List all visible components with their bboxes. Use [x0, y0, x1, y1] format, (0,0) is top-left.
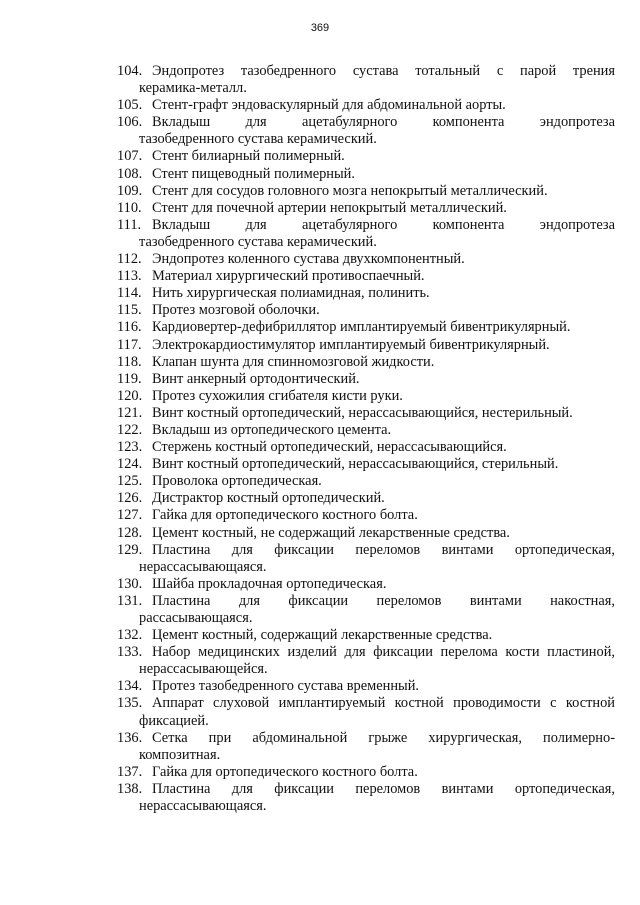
item-text-continuation: композитная.	[139, 746, 221, 763]
item-text: Клапан шунта для спинномозговой жидкости.	[152, 353, 435, 370]
item-number: 105.	[117, 97, 143, 114]
list-item	[117, 63, 615, 97]
item-number: 127.	[117, 507, 143, 524]
list-item	[117, 319, 615, 336]
item-text: Протез сухожилия сгибателя кисти руки.	[152, 387, 403, 404]
item-number: 135.	[117, 695, 143, 712]
item-text: Кардиовертер-дефибриллятор имплантируемый бивентрикулярный.	[152, 319, 571, 336]
item-number: 118.	[117, 353, 142, 370]
item-number: 119.	[117, 370, 142, 387]
list-item	[117, 439, 615, 456]
item-text: Шайба прокладочная ортопедическая.	[152, 575, 387, 592]
item-text-continuation: тазобедренного сустава керамический.	[139, 131, 377, 148]
item-text: Стент для сосудов головного мозга непокрытый металлический.	[152, 182, 548, 199]
item-number: 109.	[117, 182, 143, 199]
list-item	[117, 627, 615, 644]
item-number: 138.	[117, 780, 143, 797]
list-item	[117, 217, 615, 251]
item-number: 133.	[117, 644, 143, 661]
item-text: Эндопротез тазобедренного сустава тотальный с парой трения	[152, 63, 615, 79]
item-number: 107.	[117, 148, 143, 165]
item-text: Стент пищеводный полимерный.	[152, 165, 355, 182]
item-text: Сетка при абдоминальной грыже хирургическая, полимерно-	[152, 729, 615, 746]
item-text: Вкладыш для ацетабулярного компонента эндопротеза	[152, 216, 615, 233]
list-item	[117, 490, 615, 507]
list-item	[117, 200, 615, 217]
list-item	[117, 371, 615, 388]
list-item	[117, 542, 615, 576]
item-number: 129.	[117, 541, 143, 558]
item-text: Дистрактор костный ортопедический.	[152, 490, 385, 507]
item-text: Стержень костный ортопедический, нерассасывающийся.	[152, 439, 507, 456]
item-number: 125.	[117, 473, 143, 490]
list-item	[117, 114, 615, 148]
item-text: Материал хирургический противоспаечный.	[152, 268, 425, 285]
list-item	[117, 730, 615, 764]
item-number: 104.	[117, 63, 143, 79]
item-number: 122.	[117, 421, 143, 438]
item-number: 128.	[117, 524, 143, 541]
item-text: Протез мозговой оболочки.	[152, 302, 320, 319]
list-item	[117, 302, 615, 319]
list-item	[117, 525, 615, 542]
item-number: 121.	[117, 404, 143, 421]
item-text-continuation: нерассасывающаяся.	[139, 798, 267, 815]
list-item	[117, 148, 615, 165]
item-text: Вкладыш для ацетабулярного компонента эндопротеза	[152, 114, 615, 131]
item-number: 130.	[117, 575, 143, 592]
list-item	[117, 354, 615, 371]
item-number: 124.	[117, 456, 143, 473]
item-number: 110.	[117, 199, 142, 216]
list-item	[117, 405, 615, 422]
item-text: Винт анкерный ортодонтический.	[152, 370, 360, 387]
list-item	[117, 781, 615, 815]
item-text-continuation: керамика-металл.	[139, 80, 247, 97]
item-number: 114.	[117, 285, 142, 302]
item-text: Эндопротез коленного сустава двухкомпонентный.	[152, 251, 465, 268]
item-text-continuation: фиксацией.	[139, 712, 209, 729]
list-item	[117, 183, 615, 200]
item-text: Электрокардиостимулятор имплантируемый бивентрикулярный.	[152, 336, 550, 353]
list-item	[117, 507, 615, 524]
item-text: Стент-графт эндоваскулярный для абдоминальной аорты.	[152, 97, 506, 114]
item-number: 115.	[117, 302, 142, 319]
list-item	[117, 644, 615, 678]
item-number: 126.	[117, 490, 143, 507]
list-item	[117, 422, 615, 439]
item-number: 113.	[117, 268, 142, 285]
item-text: Набор медицинских изделий для фиксации перелома кости пластиной,	[152, 644, 615, 661]
item-number: 134.	[117, 678, 143, 695]
item-text: Вкладыш из ортопедического цемента.	[152, 421, 392, 438]
list-item	[117, 593, 615, 627]
list-item	[117, 268, 615, 285]
item-text: Протез тазобедренного сустава временный.	[152, 678, 420, 695]
item-text: Проволока ортопедическая.	[152, 473, 322, 490]
item-number: 112.	[117, 251, 142, 268]
list-item	[117, 97, 615, 114]
item-text-continuation: тазобедренного сустава керамический.	[139, 233, 377, 250]
item-number: 106.	[117, 114, 143, 131]
list-item	[117, 456, 615, 473]
list-item	[117, 695, 615, 729]
item-text: Гайка для ортопедического костного болта.	[152, 763, 418, 780]
list-item	[117, 285, 615, 302]
list-item	[117, 576, 615, 593]
list-item	[117, 166, 615, 183]
item-text: Пластина для фиксации переломов винтами ортопедическая,	[152, 541, 615, 558]
item-number: 132.	[117, 627, 143, 644]
list-item	[117, 337, 615, 354]
item-number: 131.	[117, 592, 143, 609]
item-text: Цемент костный, содержащий лекарственные средства.	[152, 627, 493, 644]
list-item	[117, 764, 615, 781]
item-text: Стент для почечной артерии непокрытый металлический.	[152, 199, 507, 216]
list-item	[117, 388, 615, 405]
list-item	[117, 678, 615, 695]
list-item	[117, 251, 615, 268]
item-text: Пластина для фиксации переломов винтами ортопедическая,	[152, 780, 615, 797]
item-number: 108.	[117, 165, 143, 182]
numbered-list	[117, 63, 615, 815]
item-text: Стент билиарный полимерный.	[152, 148, 345, 165]
item-text: Пластина для фиксации переломов винтами накостная,	[152, 592, 615, 609]
page-number: 369	[310, 22, 330, 34]
item-number: 117.	[117, 336, 142, 353]
item-text-continuation: нерассасывающаяся.	[139, 558, 267, 575]
item-text: Нить хирургическая полиамидная, полинить.	[152, 285, 430, 302]
item-number: 120.	[117, 387, 143, 404]
item-number: 111.	[117, 216, 142, 233]
item-text: Аппарат слуховой имплантируемый костной проводимости с костной	[152, 695, 615, 712]
item-number: 136.	[117, 729, 143, 746]
item-text-continuation: рассасывающаяся.	[139, 610, 253, 626]
item-text: Винт костный ортопедический, нерассасывающийся, нестерильный.	[152, 404, 573, 421]
item-number: 116.	[117, 319, 142, 336]
list-item	[117, 473, 615, 490]
item-text: Цемент костный, не содержащий лекарственные средства.	[152, 524, 510, 541]
item-text: Винт костный ортопедический, нерассасывающийся, стерильный.	[152, 456, 559, 473]
item-text-continuation: нерассасывающейся.	[139, 661, 268, 678]
item-number: 123.	[117, 439, 143, 456]
item-text: Гайка для ортопедического костного болта.	[152, 507, 418, 524]
item-number: 137.	[117, 763, 143, 780]
